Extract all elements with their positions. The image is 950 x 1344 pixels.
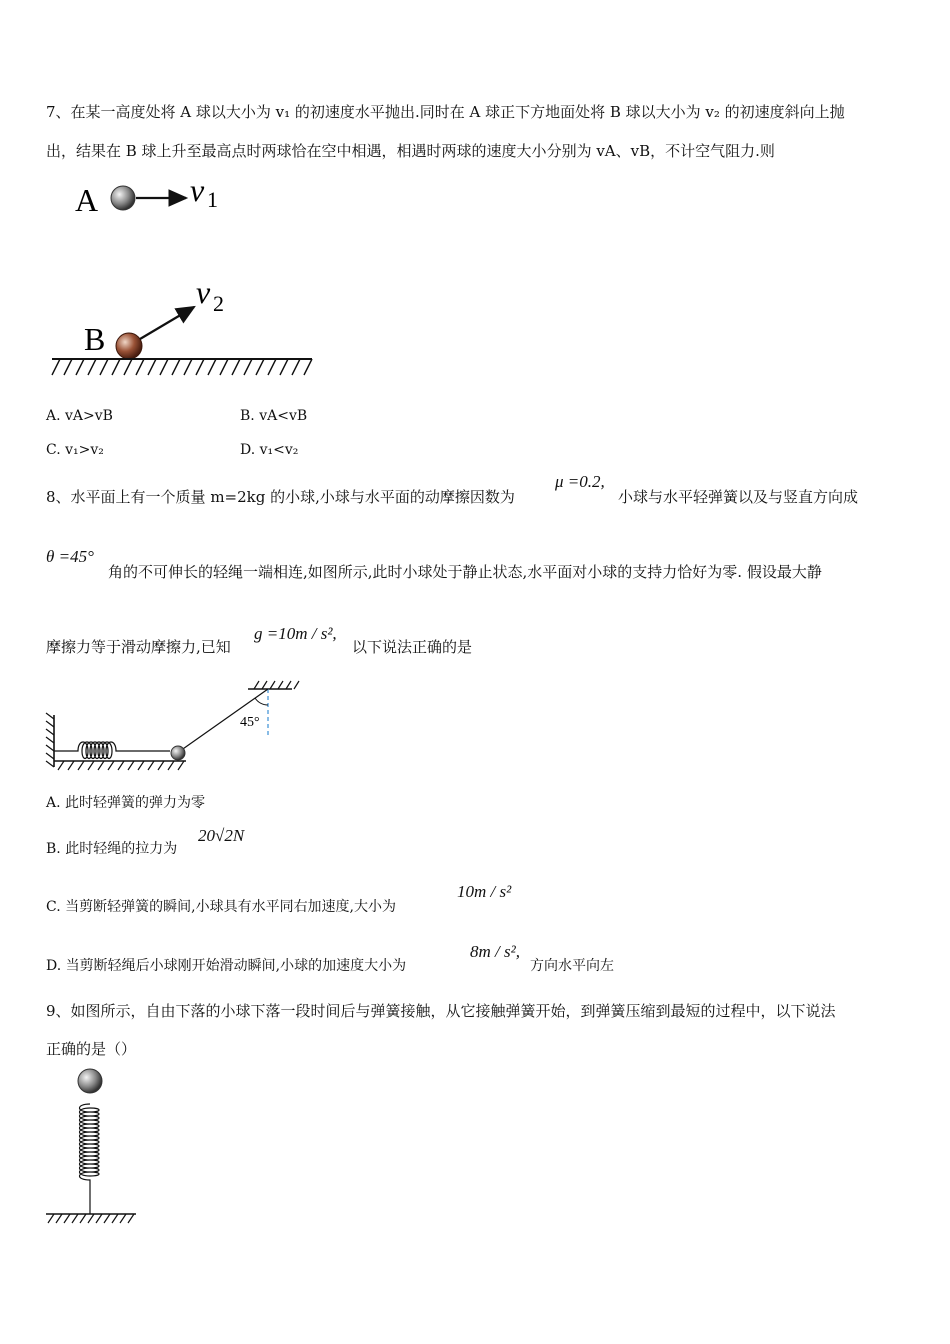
q8-option-d[interactable]: D. 当剪断轻绳后小球刚开始滑动瞬间,小球的加速度大小为 bbox=[46, 958, 407, 974]
q7-option-b[interactable]: B. vA<vB bbox=[240, 408, 308, 424]
q8-theta: θ =45° bbox=[46, 547, 94, 566]
q8-stem-line1-tail: 小球与水平轻弹簧以及与竖直方向成 bbox=[618, 488, 859, 506]
q7-stem-line2: 出，结果在 B 球上升至最高点时两球恰在空中相遇，相遇时两球的速度大小分别为 vA、vB，不计空气阻力.则 bbox=[46, 142, 775, 160]
ceiling bbox=[248, 681, 299, 689]
q7-figure bbox=[40, 165, 340, 385]
q7-option-d[interactable]: D. v₁<v₂ bbox=[240, 442, 299, 458]
spring-horizontal bbox=[54, 742, 170, 759]
ball-b bbox=[116, 333, 142, 359]
q8-option-b[interactable]: B. 此时轻绳的拉力为 bbox=[46, 841, 178, 857]
q8-g: g =10m / s², bbox=[254, 624, 337, 643]
q8-option-d-tail: 方向水平向左 bbox=[530, 958, 614, 974]
v2-arrow bbox=[140, 307, 194, 339]
q8-mu: μ =0.2, bbox=[555, 472, 605, 491]
q8-option-a[interactable]: A. 此时轻弹簧的弹力为零 bbox=[46, 795, 206, 811]
spring-vertical bbox=[80, 1104, 100, 1214]
falling-ball bbox=[78, 1069, 102, 1093]
q9-stem-line1: 9、如图所示，自由下落的小球下落一段时间后与弹簧接触，从它接触弹簧开始，到弹簧压缩到最短的过程中，以下说法 bbox=[46, 1002, 836, 1020]
ground bbox=[46, 1214, 136, 1223]
ball-a-label: A bbox=[75, 182, 99, 218]
q8-stem-line2: 角的不可伸长的轻绳一端相连,如图所示,此时小球处于静止状态,水平面对小球的支持力恰好为零. 假设最大静 bbox=[108, 563, 822, 581]
v1-subscript: 1 bbox=[207, 187, 218, 212]
q9-figure bbox=[40, 1062, 150, 1232]
q8-figure bbox=[40, 675, 310, 780]
angle-arc bbox=[255, 698, 268, 705]
q8-stem-line3: 摩擦力等于滑动摩擦力,已知 bbox=[46, 638, 231, 656]
v2-subscript: 2 bbox=[213, 291, 224, 316]
floor bbox=[54, 761, 186, 770]
ball bbox=[171, 746, 185, 760]
q7-option-c[interactable]: C. v₁>v₂ bbox=[46, 442, 104, 458]
q8-stem-line3-tail: 以下说法正确的是 bbox=[352, 638, 473, 656]
ground-b bbox=[52, 359, 312, 375]
q8-stem-line1: 8、水平面上有一个质量 m=2kg 的小球,小球与水平面的动摩擦因数为 bbox=[46, 488, 515, 506]
q8-option-b-value: 20√2N bbox=[198, 826, 245, 845]
ball-b-label: B bbox=[84, 321, 106, 357]
wall bbox=[46, 713, 54, 767]
q8-option-c[interactable]: C. 当剪断轻弹簧的瞬间,小球具有水平同右加速度,大小为 bbox=[46, 899, 397, 915]
q7-stem-line1: 7、在某一高度处将 A 球以大小为 v₁ 的初速度水平抛出.同时在 A 球正下方地面处将 B 球以大小为 v₂ 的初速度斜向上抛 bbox=[46, 103, 845, 121]
q8-option-c-value: 10m / s² bbox=[457, 882, 512, 901]
ball-a bbox=[111, 186, 135, 210]
q8-option-d-value: 8m / s², bbox=[470, 942, 520, 961]
v2-label: v bbox=[196, 274, 211, 310]
q9-stem-line2: 正确的是（） bbox=[46, 1040, 137, 1058]
q7-option-a[interactable]: A. vA>vB bbox=[46, 408, 113, 424]
v1-label: v bbox=[190, 172, 205, 208]
angle-label: 45° bbox=[240, 715, 260, 730]
